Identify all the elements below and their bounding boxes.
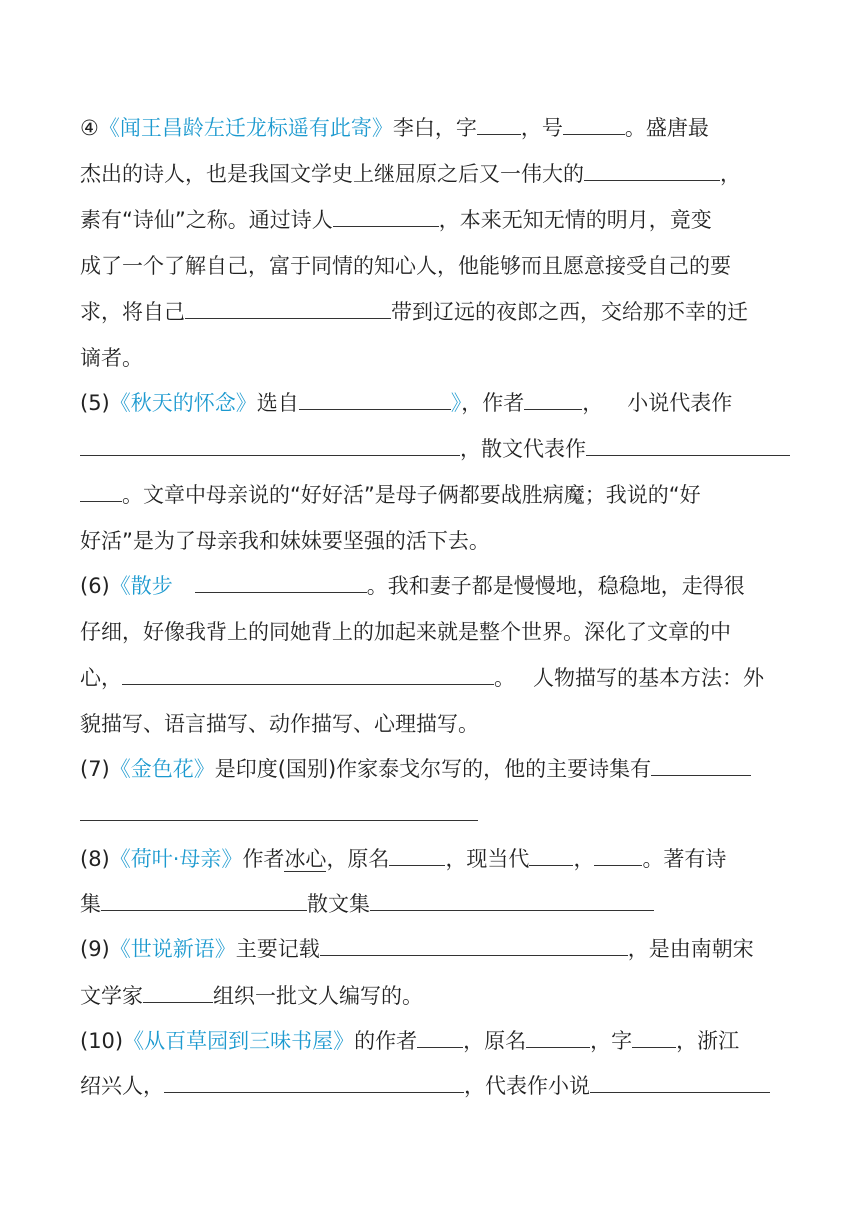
text: ， [573, 847, 595, 871]
blank[interactable] [143, 982, 213, 1003]
blank[interactable] [122, 664, 494, 685]
text: 主要记载 [235, 937, 320, 961]
author-name: 冰心 [284, 847, 327, 871]
text: 小说代表作 [627, 391, 733, 415]
text: 李白，字 [392, 116, 477, 140]
item6-line1 [80, 572, 745, 600]
blank[interactable] [164, 1072, 464, 1093]
item-number: (5) [80, 391, 110, 415]
item-number: (10) [80, 1029, 124, 1053]
item5-line4 [80, 527, 490, 555]
text: 组织一批文人编写的。 [213, 984, 423, 1008]
item9-line1 [80, 935, 754, 963]
item8-line2 [80, 890, 654, 918]
item-number: ④ [80, 116, 99, 140]
item-number: (6) [80, 574, 110, 598]
item5-line1 [80, 389, 732, 417]
item6-line2 [80, 618, 731, 646]
text: 好活”是为了母亲我和妹妹要坚强的活下去。 [80, 529, 490, 553]
text: 。著有诗 [642, 847, 727, 871]
text: 散文集 [307, 892, 370, 916]
text: ，浙江 [676, 1029, 740, 1053]
text: 带到辽远的夜郎之西，交给那不幸的迁 [391, 300, 748, 324]
blank[interactable] [195, 572, 367, 593]
item-number: (7) [80, 757, 110, 781]
blank[interactable] [529, 845, 573, 866]
text: 。盛唐最 [624, 116, 709, 140]
work-title: 《闻王昌龄左迁龙标遥有此寄》 [98, 116, 393, 140]
text: 貌描写、语言描写、动作描写、心理描写。 [80, 712, 479, 736]
item6-line4 [80, 710, 479, 738]
text: ， [720, 162, 741, 186]
text: ，散文代表作 [460, 437, 586, 461]
work-title: 《从百草园到三味书屋》 [123, 1029, 355, 1053]
work-title: 《散步 [109, 574, 173, 598]
item8-line1 [80, 845, 726, 873]
blank[interactable] [563, 114, 625, 135]
blank[interactable] [80, 800, 478, 821]
text: ，号 [520, 116, 563, 140]
blank[interactable] [80, 481, 122, 502]
blank[interactable] [584, 160, 720, 181]
text: ，原名 [463, 1029, 527, 1053]
text: 谪者。 [80, 346, 143, 370]
item-number: (8) [80, 847, 110, 871]
text: 素有“诗仙”之称。通过诗人 [80, 208, 333, 232]
blank[interactable] [477, 114, 521, 135]
blank[interactable] [526, 1027, 590, 1048]
blank[interactable] [586, 435, 790, 456]
text: 集 [80, 892, 101, 916]
blank[interactable] [590, 1072, 770, 1093]
blank[interactable] [524, 389, 582, 410]
item4-line4 [80, 252, 731, 280]
text: 成了一个了解自己，富于同情的知心人，他能够而且愿意接受自己的要 [80, 254, 731, 278]
item7-line1 [80, 755, 751, 783]
item5-line3 [80, 481, 701, 509]
text: ，本来无知无情的明月，竟变 [438, 208, 712, 232]
blank[interactable] [80, 435, 460, 456]
item4-line5 [80, 298, 748, 326]
text: ，现当代 [445, 847, 530, 871]
work-title: 《荷叶·母亲》 [109, 847, 243, 871]
blank[interactable] [651, 755, 751, 776]
text: ，原名 [326, 847, 390, 871]
item4-line6 [80, 344, 143, 372]
text: 仔细，好像我背上的同她背上的加起来就是整个世界。深化了文章的中 [80, 620, 731, 644]
text: ，代表作小说 [464, 1074, 590, 1098]
text: ，字 [590, 1029, 633, 1053]
blank[interactable] [417, 1027, 463, 1048]
text: 。 [494, 666, 515, 690]
text: 人物描写的基本方法：外 [533, 666, 764, 690]
blank[interactable] [594, 845, 642, 866]
text: 。文章中母亲说的“好好活”是母子俩都要战胜病魔；我说的“好 [122, 483, 701, 507]
text: 杰出的诗人，也是我国文学史上继屈原之后又一伟大的 [80, 162, 584, 186]
work-title: 《金色花》 [109, 757, 215, 781]
text: 作者 [242, 847, 285, 871]
blank[interactable] [389, 845, 445, 866]
text: 。我和妻子都是慢慢地，稳稳地，走得很 [366, 574, 745, 598]
blank[interactable] [333, 206, 439, 227]
item5-line2 [80, 435, 790, 463]
text: 绍兴人， [80, 1074, 164, 1098]
blank[interactable] [320, 935, 628, 956]
text: ， [582, 391, 604, 415]
blank[interactable] [370, 890, 654, 911]
text: 》 [450, 391, 462, 415]
work-title: 《世说新语》 [109, 937, 236, 961]
text: 文学家 [80, 984, 143, 1008]
item4-line2 [80, 160, 741, 188]
text: 心， [80, 666, 122, 690]
item-number: (9) [80, 937, 110, 961]
blank[interactable] [101, 890, 307, 911]
text: ，作者 [461, 391, 525, 415]
text: ，是由南朝宋 [627, 937, 754, 961]
item9-line2 [80, 982, 423, 1010]
work-title: 《秋天的怀念》 [109, 391, 257, 415]
item4-line3 [80, 206, 712, 234]
text: 求，将自己 [80, 300, 185, 324]
blank[interactable] [299, 389, 451, 410]
blank[interactable] [632, 1027, 676, 1048]
text: 选自 [256, 391, 299, 415]
item4-line1 [80, 114, 709, 142]
item10-line2 [80, 1072, 770, 1100]
item7-line2 [80, 800, 478, 828]
text: 的作者 [354, 1029, 418, 1053]
item6-line3 [80, 664, 764, 692]
item10-line1 [80, 1027, 739, 1055]
text: 是印度(国别)作家泰戈尔写的，他的主要诗集有 [214, 757, 652, 781]
blank[interactable] [185, 298, 391, 319]
